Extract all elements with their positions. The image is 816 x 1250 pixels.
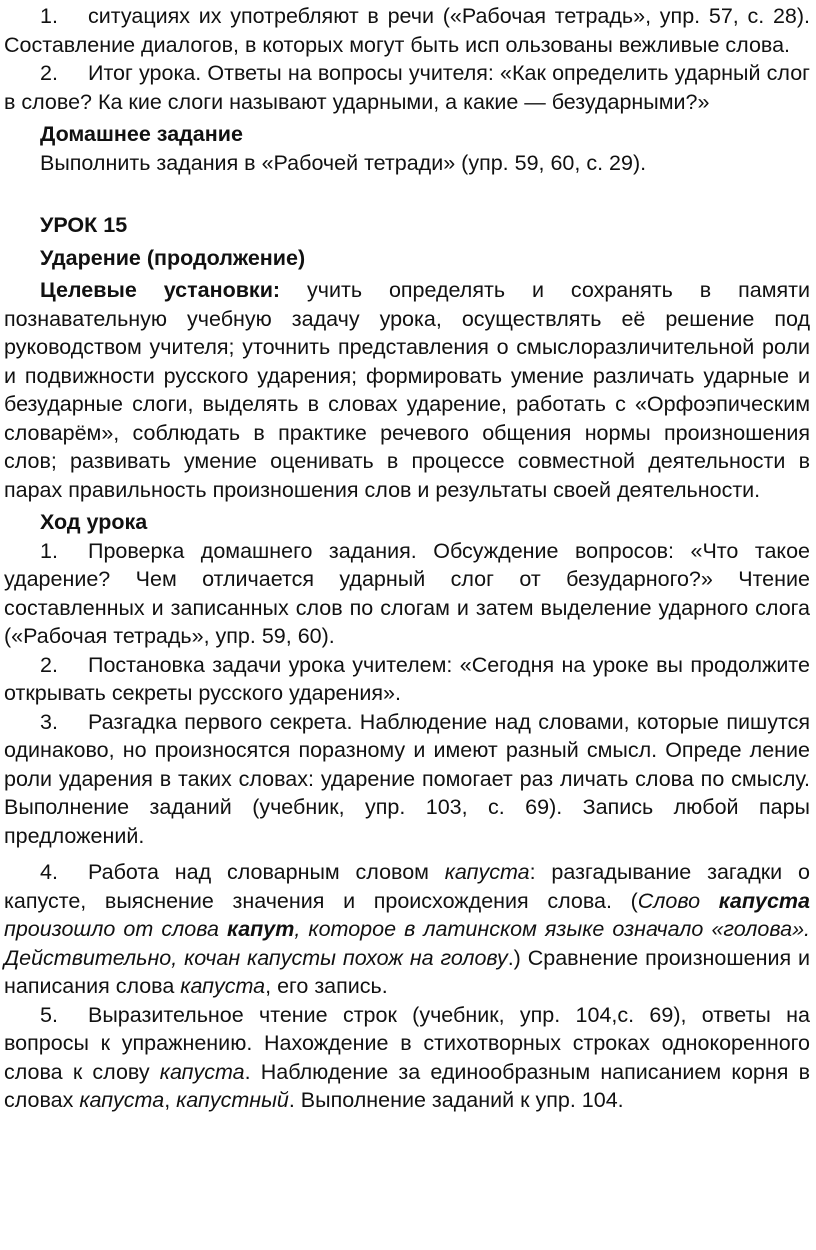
lesson-topic: Ударение (продолжение) bbox=[40, 245, 306, 270]
italic-word: капуста bbox=[444, 860, 530, 884]
list-text: Работа над словарным словом bbox=[88, 860, 445, 884]
list-text: ситуациях их употребляют в речи («Рабочая тетрадь», упр. 57, с. 28). Составление диалогов, в которых могут быть исп ользованы вежливые слова. bbox=[4, 4, 810, 57]
italic-text: Слово bbox=[637, 888, 719, 913]
list-number: 5. bbox=[40, 1002, 58, 1027]
list-number: 2. bbox=[40, 652, 58, 677]
course-item-3 bbox=[4, 708, 810, 851]
goals-paragraph bbox=[4, 276, 810, 504]
course-item-1 bbox=[4, 537, 810, 651]
list-text: : разгадывание загадки о капусте, выяснение значения и происхождения слова. ( bbox=[4, 860, 810, 913]
list-number: 1. bbox=[40, 538, 58, 563]
prev-item-1 bbox=[4, 2, 810, 59]
list-text: , его запись. bbox=[265, 974, 388, 998]
list-text: Постановка задачи урока учителем: «Сегодня на уроке вы продолжите открывать секреты русского ударения». bbox=[4, 652, 810, 705]
list-text: . Наблюдение за единообразным написанием корня в словах bbox=[4, 1059, 810, 1112]
prev-item-2 bbox=[4, 59, 810, 116]
italic-text: , которое в латинском языке означало «голова». Действительно, кочан капусты похож на голову bbox=[4, 917, 810, 970]
italic-text: произошло от слова bbox=[4, 917, 228, 941]
lesson-number: УРОК 15 bbox=[40, 213, 128, 237]
italic-word: капуста bbox=[159, 1059, 245, 1084]
list-text: , bbox=[164, 1088, 177, 1112]
course-item-5 bbox=[4, 1001, 810, 1115]
goals-text: учить определять и сохранять в памяти познавательную учебную задачу урока, осуществлять её решение под руководством учителя; уточнить представления о смыслоразличительной роли и подвижности русского ударения; формировать умение различать ударные и безударные слоги, выделять в словах ударение, работать с «Орфоэпическим словарём», соблюдать в практике речевого общения нормы произношения слов; развивать умение оценивать в процессе совместной деятельности в парах правильность произношения слов и результаты своей деятельности. bbox=[4, 278, 811, 502]
list-text: Выразительное чтение строк (учебник, упр. 104,с. 69), ответы на вопросы к упражнению. Нахождение в стихотворных строках однокоренного слова к слову bbox=[4, 1002, 810, 1084]
homework-text: Выполнить задания в «Рабочей тетради» (упр. 59, 60, с. 29). bbox=[40, 150, 647, 175]
course-item-4 bbox=[4, 858, 810, 1001]
goals-label: Целевые установки: bbox=[40, 278, 281, 302]
list-number: 1. bbox=[40, 4, 58, 28]
list-number: 2. bbox=[40, 61, 58, 85]
italic-word: капуста bbox=[79, 1088, 165, 1112]
italic-word: капустный bbox=[176, 1088, 289, 1112]
list-text: Итог урока. Ответы на вопросы учителя: «Как определить ударный слог в слове? Ка кие слоги называют ударными, а какие — безударными?» bbox=[4, 61, 810, 114]
homework-heading: Домашнее задание bbox=[40, 122, 243, 146]
list-text: . Выполнение заданий к упр. 104. bbox=[288, 1088, 624, 1112]
course-item-2 bbox=[4, 651, 810, 708]
bold-italic-word: капут bbox=[227, 917, 295, 941]
list-number: 4. bbox=[40, 860, 58, 884]
list-text: Проверка домашнего задания. Обсуждение вопросов: «Что такое ударение? Чем отличается ударный слог от безударного?» Чтение составленных и записанных слов по слогам и затем выделение ударного слога («Рабочая тетрадь», упр. 59, 60). bbox=[4, 538, 810, 648]
list-text: Разгадка первого секрета. Наблюдение над словами, которые пишутся одинаково, но произносятся поразному и имеют разный смысл. Опреде ление роли ударения в таких словах: ударение помогает раз личать слова по смыслу. Выполнение заданий (учебник, упр. 103, с. 69). Запись любой пары предложений. bbox=[4, 709, 810, 848]
bold-italic-word: капуста bbox=[718, 888, 810, 913]
list-text: .) Сравнение произношения и написания слова bbox=[4, 945, 810, 998]
course-heading: Ход урока bbox=[40, 510, 148, 534]
italic-word: капуста bbox=[180, 974, 266, 998]
list-number: 3. bbox=[40, 709, 58, 734]
